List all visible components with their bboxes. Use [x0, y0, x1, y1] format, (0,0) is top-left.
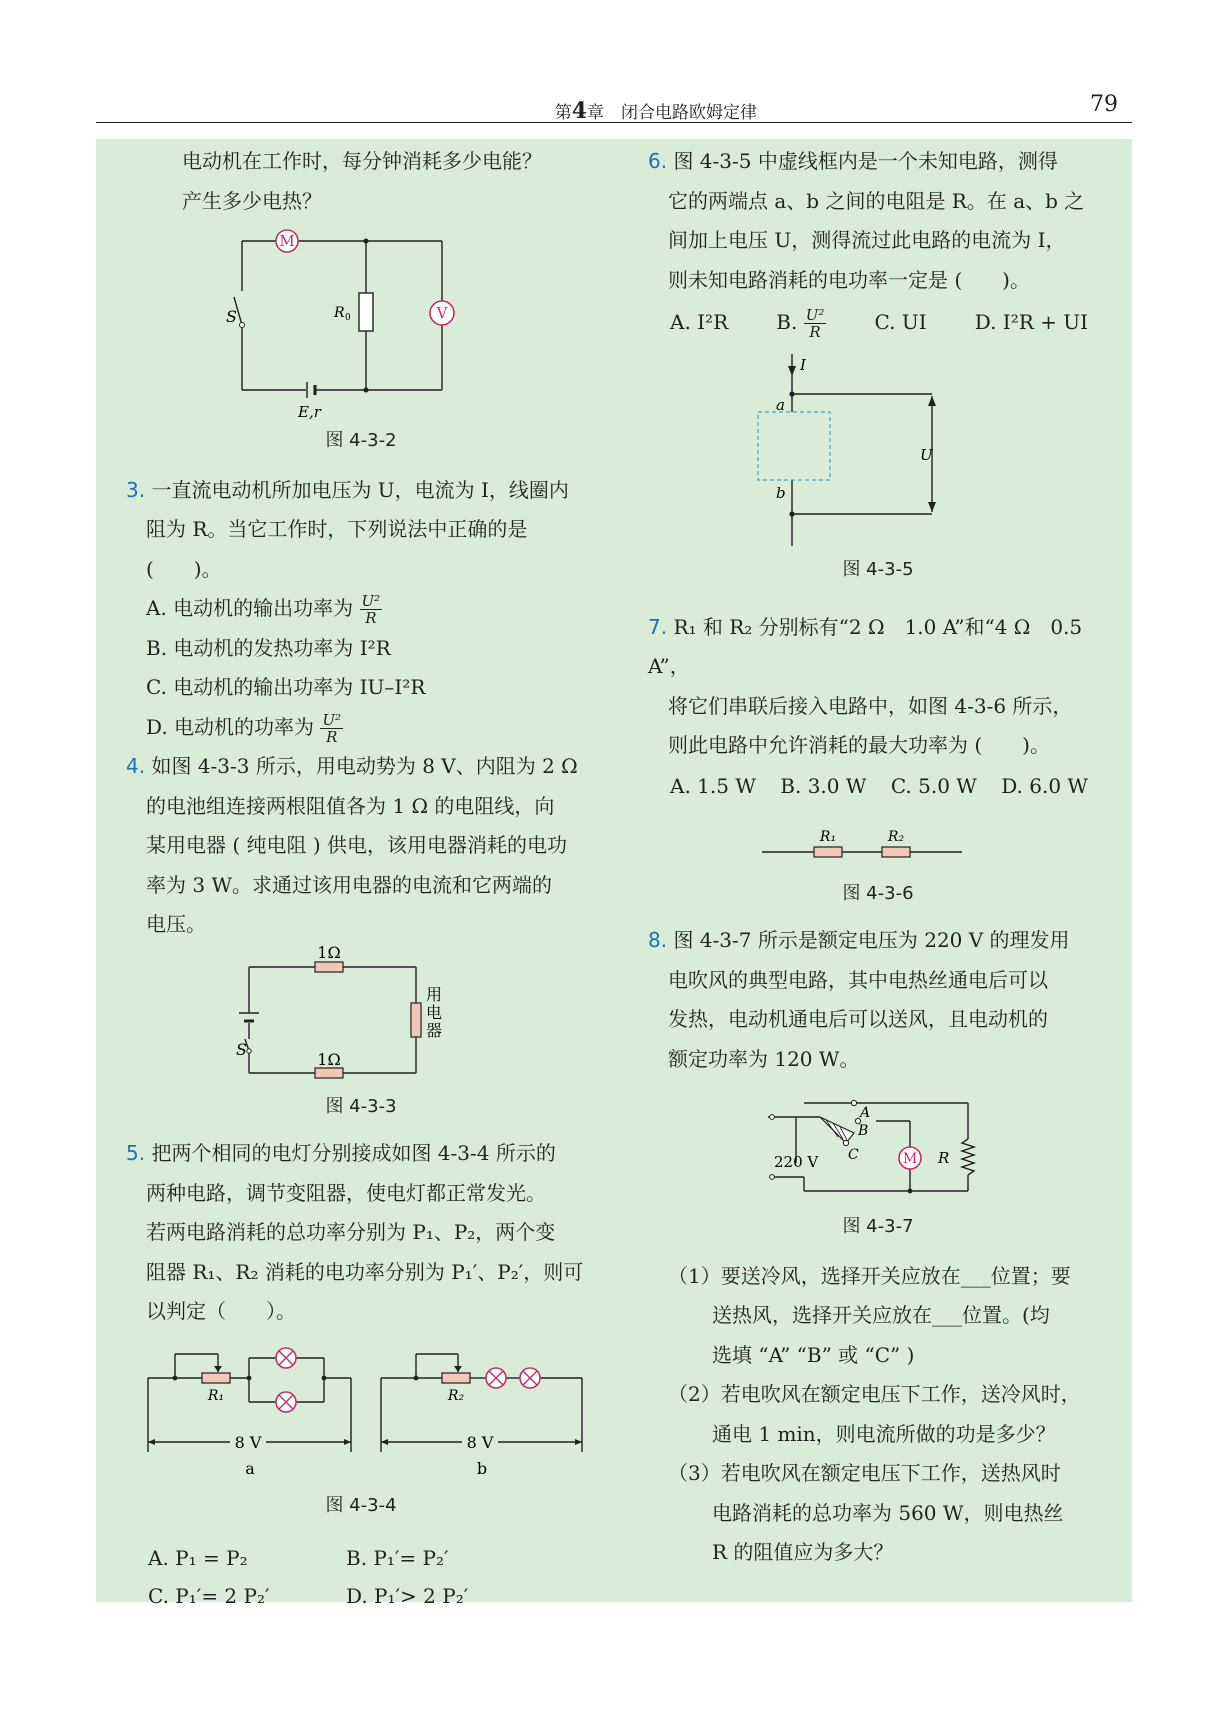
svg-text:b: b: [476, 1458, 488, 1478]
q6-stem: 间加上电压 U，测得流过此电路的电流为 I，: [668, 228, 1066, 252]
figure-4-3-5: [648, 346, 1108, 556]
q5-option-c: C. P₁′= 2 P₂′: [148, 1584, 270, 1608]
q6-option-a: A. I²R: [670, 310, 729, 334]
q8-sub-question: 电路消耗的总功率为 560 W，则电热丝: [712, 1500, 1064, 1525]
q3-option-b: B. 电动机的发热功率为 I²R: [146, 635, 391, 660]
q5-stem: 5. 把两个相同的电灯分别接成如图 4-3-4 所示的: [126, 1141, 556, 1165]
svg-text:I: I: [800, 356, 806, 374]
svg-text:R: R: [938, 1149, 950, 1167]
svg-text:B: B: [858, 1123, 869, 1139]
q5-option-b: B. P₁′= P₂′: [346, 1546, 449, 1570]
q8-sub-question: （2）若电吹风在额定电压下工作，送冷风时，: [668, 1382, 1081, 1406]
q3-option-d: D. 电动机的功率为 $\frac{\text{U²}}{R}$: [146, 710, 342, 746]
svg-text:V: V: [436, 304, 448, 322]
q8-stem: 发热，电动机通电后可以送风，且电动机的: [668, 1007, 1048, 1031]
svg-text:S: S: [226, 307, 237, 326]
figure-4-3-3: [126, 945, 596, 1095]
svg-text:E,r: E,r: [298, 403, 321, 421]
q7-options: [648, 766, 1108, 806]
svg-text:0: 0: [345, 313, 351, 323]
figure-4-3-2: [126, 225, 596, 425]
q8-stem: 额定功率为 120 W。: [668, 1046, 860, 1071]
figure-4-3-6: [648, 812, 1108, 872]
svg-text:8 V: 8 V: [466, 1432, 494, 1452]
q7-option-a: A. 1.5 W: [670, 773, 756, 798]
q6-option-c: C. UI: [874, 310, 927, 334]
q7-stem: 将它们串联后接入电路中，如图 4-3-6 所示，: [668, 693, 1073, 718]
q6-option-d: D. I²R + UI: [974, 310, 1088, 334]
svg-text:8 V: 8 V: [234, 1432, 262, 1452]
q4-stem: 某用电器 ( 纯电阻 ) 供电，该用电器消耗的电功: [146, 833, 568, 857]
q8-sub-question: （1）要送冷风，选择开关应放在___位置；要: [668, 1263, 1071, 1288]
figure-caption: 图 4-3-2: [325, 430, 397, 451]
svg-text:220 V: 220 V: [774, 1153, 819, 1171]
q8-sub-question: 送热风，选择开关应放在___位置。(均: [712, 1303, 1050, 1327]
q2-text-line: 电动机在工作时，每分钟消耗多少电能？: [182, 149, 542, 173]
q3-option-c: C. 电动机的输出功率为 IU–I²R: [146, 675, 426, 699]
q3-option-a: A. 电动机的输出功率为 $\frac{\text{U²}}{R}$: [146, 592, 381, 627]
right-column: [648, 139, 1108, 1573]
svg-text:A: A: [860, 1105, 871, 1121]
q5-options: [126, 1539, 596, 1615]
svg-text:1Ω: 1Ω: [317, 1049, 341, 1069]
q4-stem: 率为 3 W。求通过该用电器的电流和它两端的: [146, 872, 552, 897]
q5-option-a: A. P₁ = P₂: [148, 1546, 248, 1570]
q8-sub-question: （3）若电吹风在额定电压下工作，送热风时: [668, 1461, 1061, 1485]
q4-stem: 的电池组连接两根阻值各为 1 Ω 的电阻线，向: [146, 793, 555, 818]
q8-sub-question: R 的阻值应为多大？: [712, 1540, 894, 1564]
page-number: 79: [1090, 92, 1118, 117]
chapter-title: 第4章 闭合电路欧姆定律: [554, 98, 757, 124]
figure-caption: 图 4-3-7: [842, 1216, 914, 1237]
figure-caption: 图 4-3-5: [842, 559, 914, 580]
q6-stem: 它的两端点 a、b 之间的电阻是 R。在 a、b 之: [668, 188, 1085, 213]
q6-stem: 6. 图 4-3-5 中虚线框内是一个未知电路，测得: [648, 149, 1058, 173]
svg-text:器: 器: [426, 1020, 443, 1040]
q5-stem: 两种电路，调节变阻器，使电灯都正常发光。: [146, 1180, 546, 1205]
q4-stem: 电压。: [146, 912, 206, 936]
svg-text:U: U: [920, 446, 933, 464]
q5-stem: 阻器 R₁、R₂ 消耗的电功率分别为 P₁′、P₂′，则可: [146, 1259, 584, 1284]
svg-text:R₂: R₂: [887, 828, 905, 845]
svg-text:R₁: R₁: [207, 1387, 225, 1404]
q6-option-b: B. $\frac{\text{U²}}{R}$: [776, 306, 825, 341]
q5-option-d: D. P₁′> 2 P₂′: [346, 1584, 469, 1608]
svg-text:M: M: [902, 1151, 918, 1167]
q8-stem: 8. 图 4-3-7 所示是额定电压为 220 V 的理发用: [648, 928, 1070, 952]
q3-stem: 3. 一直流电动机所加电压为 U，电流为 I，线圈内: [126, 477, 569, 502]
figure-caption: 图 4-3-4: [325, 1494, 397, 1516]
figure-caption: 图 4-3-6: [842, 882, 914, 904]
figure-caption: 图 4-3-3: [325, 1095, 397, 1117]
svg-text:b: b: [776, 484, 786, 502]
q3-stem: 阻为 R。当它工作时，下列说法中正确的是( )。: [146, 517, 528, 581]
svg-text:R₁: R₁: [819, 828, 837, 845]
svg-text:C: C: [848, 1147, 859, 1163]
q8-sub-question: 通电 1 min，则电流所做的功是多少？: [712, 1421, 1056, 1446]
figure-4-3-4: [126, 1342, 596, 1482]
q7-option-d: D. 6.0 W: [1001, 773, 1088, 798]
svg-text:a: a: [776, 396, 785, 414]
q5-stem: 若两电路消耗的总功率分别为 P₁、P₂，两个变: [146, 1220, 556, 1244]
svg-text:R₂: R₂: [447, 1387, 465, 1404]
svg-text:1Ω: 1Ω: [317, 944, 341, 962]
q7-stem: 7. R₁ 和 R₂ 分别标有“2 Ω 1.0 A”和“4 Ω 0.5 A”，: [648, 614, 1083, 678]
svg-text:S: S: [236, 1039, 247, 1059]
q2-text-line: 产生多少电热？: [182, 188, 322, 213]
q7-stem: 则此电路中允许消耗的最大功率为 ( )。: [668, 733, 1050, 757]
left-column: [126, 139, 596, 1615]
svg-text:M: M: [279, 232, 295, 250]
exercise-panel: [96, 139, 1132, 1608]
figure-4-3-7: [648, 1087, 1108, 1207]
page-header: [96, 92, 1132, 123]
q4-stem: 4. 如图 4-3-3 所示，用电动势为 8 V、内阻为 2 Ω: [126, 754, 578, 778]
q7-option-c: C. 5.0 W: [890, 773, 977, 798]
q8-stem: 电吹风的典型电路，其中电热丝通电后可以: [668, 967, 1048, 992]
q6-options: [648, 300, 1108, 344]
q8-sub-question: 选填 “A” “B” 或 “C” ): [712, 1342, 915, 1367]
q5-stem: 以判定（ ）。: [146, 1299, 296, 1323]
q6-stem: 则未知电路消耗的电功率一定是 ( )。: [668, 267, 1030, 292]
unknown-circuit-box: [758, 412, 830, 480]
q7-option-b: B. 3.0 W: [780, 773, 867, 798]
svg-text:a: a: [245, 1458, 255, 1478]
svg-text:R: R: [334, 305, 345, 321]
svg-text:电: 电: [426, 1002, 443, 1022]
svg-text:用: 用: [426, 984, 443, 1004]
